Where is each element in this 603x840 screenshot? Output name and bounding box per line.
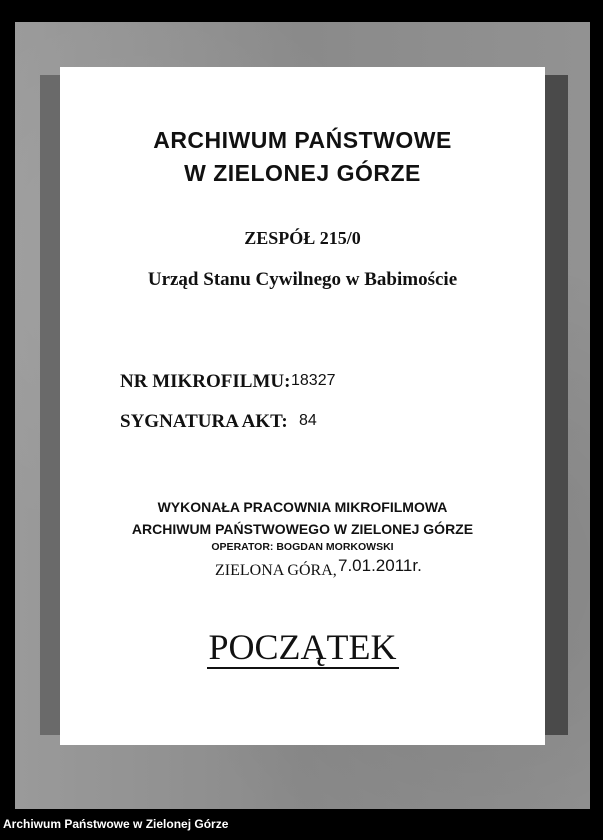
archive-name-line1: ARCHIWUM PAŃSTWOWE bbox=[153, 127, 452, 153]
microfilm-number-label: NR MIKROFILMU: bbox=[120, 371, 291, 392]
microfilm-number-value: 18327 bbox=[291, 372, 336, 389]
operator-name: OPERATOR: BOGDAN MORKOWSKI bbox=[211, 541, 394, 553]
fonds-name: Urząd Stanu Cywilnego w Babimoście bbox=[147, 269, 458, 290]
place-name: ZIELONA GÓRA, bbox=[215, 562, 337, 579]
file-signature-value: 84 bbox=[299, 412, 317, 429]
made-by-line1: WYKONAŁA PRACOWNIA MIKROFILMOWA bbox=[157, 499, 448, 515]
archive-name-line2: W ZIELONEJ GÓRZE bbox=[184, 160, 421, 186]
file-signature-label: SYGNATURA AKT: bbox=[120, 411, 288, 432]
start-marker-text: POCZĄTEK bbox=[208, 627, 397, 667]
fonds-number: ZESPÓŁ 215/0 bbox=[244, 228, 361, 248]
start-marker bbox=[60, 627, 545, 669]
date: 7.01.2011r. bbox=[338, 556, 422, 575]
archive-caption: Archiwum Państwowe w Zielonej Górze bbox=[3, 817, 229, 831]
board-shadow-right bbox=[543, 75, 568, 735]
title-card-paper bbox=[60, 67, 545, 745]
made-by-line2: ARCHIWUM PAŃSTWOWEGO W ZIELONEJ GÓRZE bbox=[131, 521, 474, 537]
